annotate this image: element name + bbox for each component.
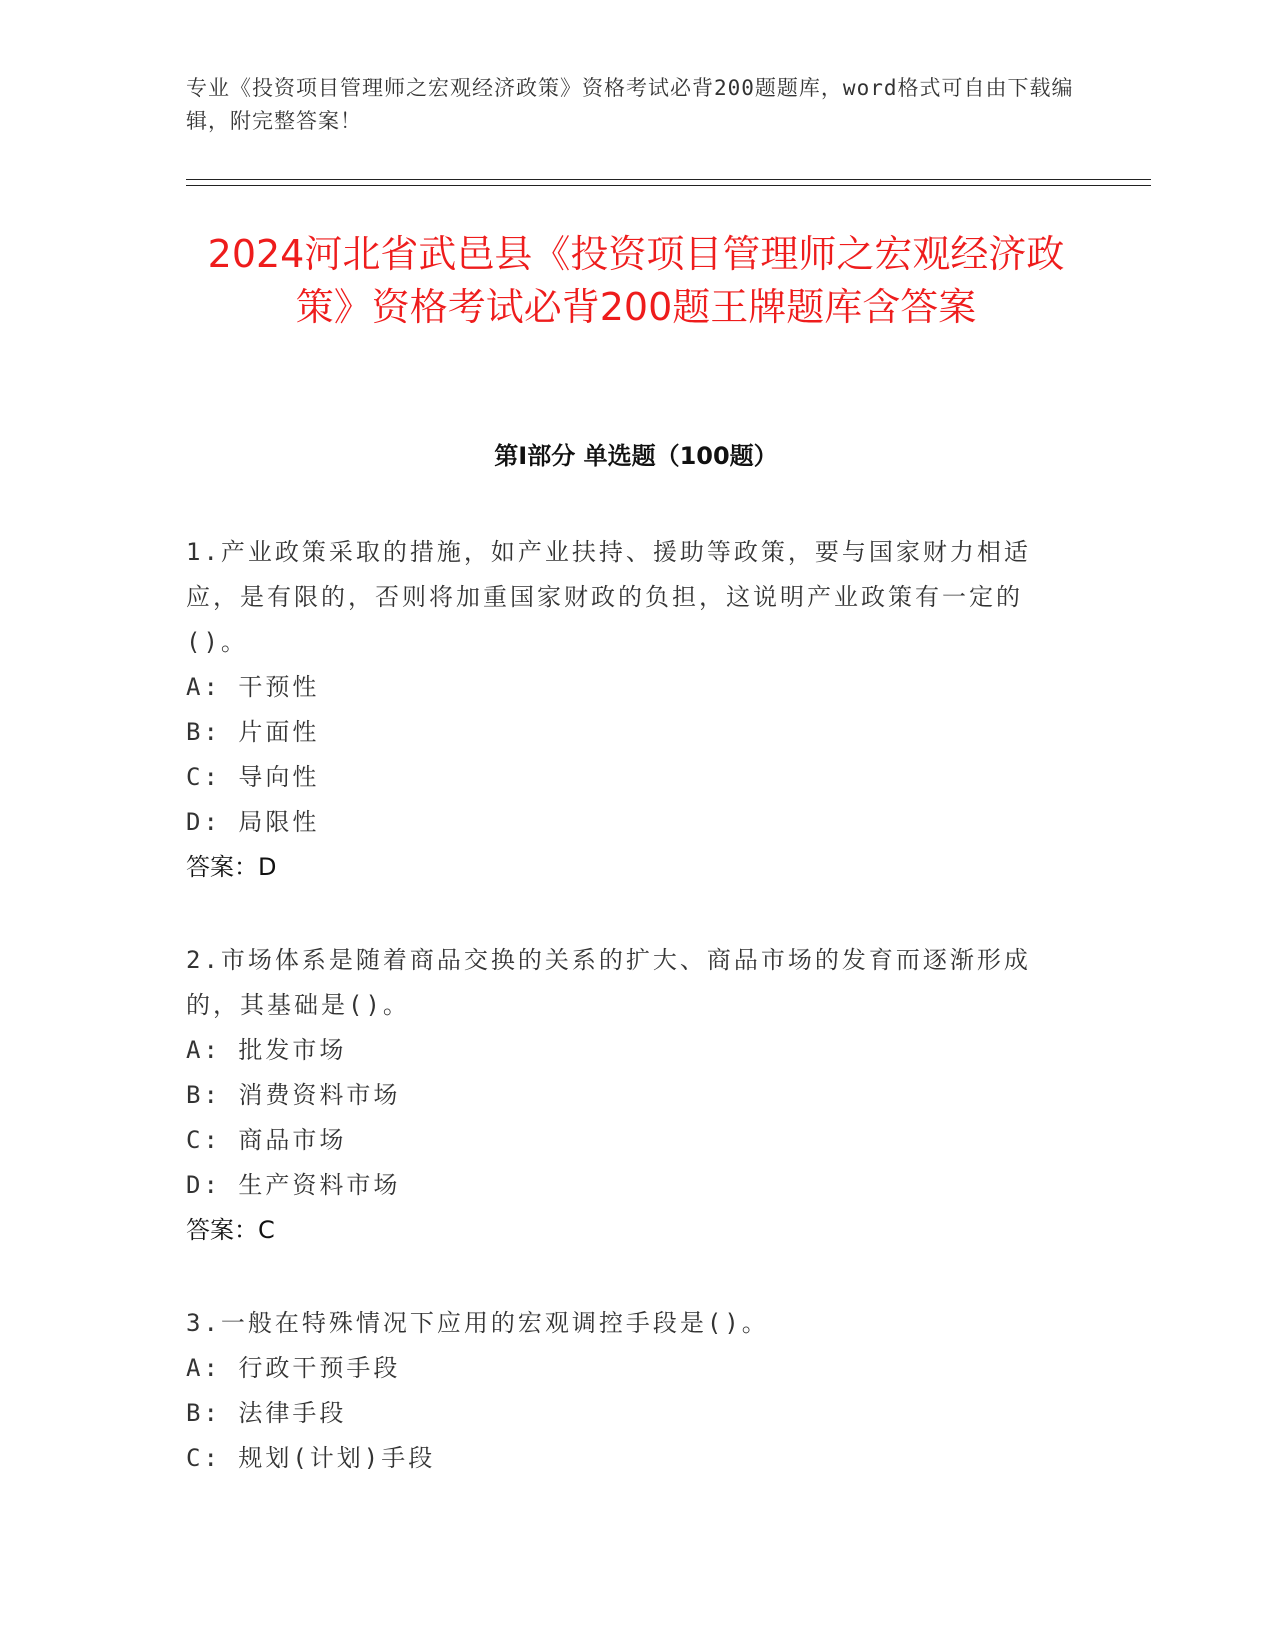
header-divider-bottom [186, 185, 1151, 186]
question-1 [186, 530, 1066, 890]
question-stem: 1.产业政策采取的措施，如产业扶持、援助等政策，要与国家财力相适应，是有限的，否则将加重国家财政的负担，这说明产业政策有一定的()。 [186, 538, 1031, 656]
answer: 答案：D [186, 853, 277, 881]
option-b: B: 消费资料市场 [186, 1081, 401, 1109]
question-list [186, 530, 1066, 1529]
option-a: A: 批发市场 [186, 1036, 347, 1064]
option-d: D: 生产资料市场 [186, 1171, 401, 1199]
answer: 答案：C [186, 1216, 275, 1244]
option-d: D: 局限性 [186, 808, 320, 836]
question-stem: 2.市场体系是随着商品交换的关系的扩大、商品市场的发育而逐渐形成的，其基础是()。 [186, 946, 1031, 1019]
option-a: A: 干预性 [186, 673, 320, 701]
option-c: C: 商品市场 [186, 1126, 347, 1154]
option-b: B: 法律手段 [186, 1399, 347, 1427]
section-title: 第I部分 单选题（100题） [494, 442, 778, 470]
option-b: B: 片面性 [186, 718, 320, 746]
header-note: 专业《投资项目管理师之宏观经济政策》资格考试必背200题题库，word格式可自由下载编辑，附完整答案！ [186, 76, 1074, 133]
question-stem: 3.一般在特殊情况下应用的宏观调控手段是()。 [186, 1309, 769, 1337]
question-2 [186, 938, 1066, 1253]
header-divider-top [186, 179, 1151, 180]
option-c: C: 规划(计划)手段 [186, 1444, 436, 1472]
option-c: C: 导向性 [186, 763, 320, 791]
option-a: A: 行政干预手段 [186, 1354, 401, 1382]
document-title: 2024河北省武邑县《投资项目管理师之宏观经济政策》资格考试必背200题王牌题库含答案 [207, 232, 1065, 329]
question-3 [186, 1301, 1066, 1481]
